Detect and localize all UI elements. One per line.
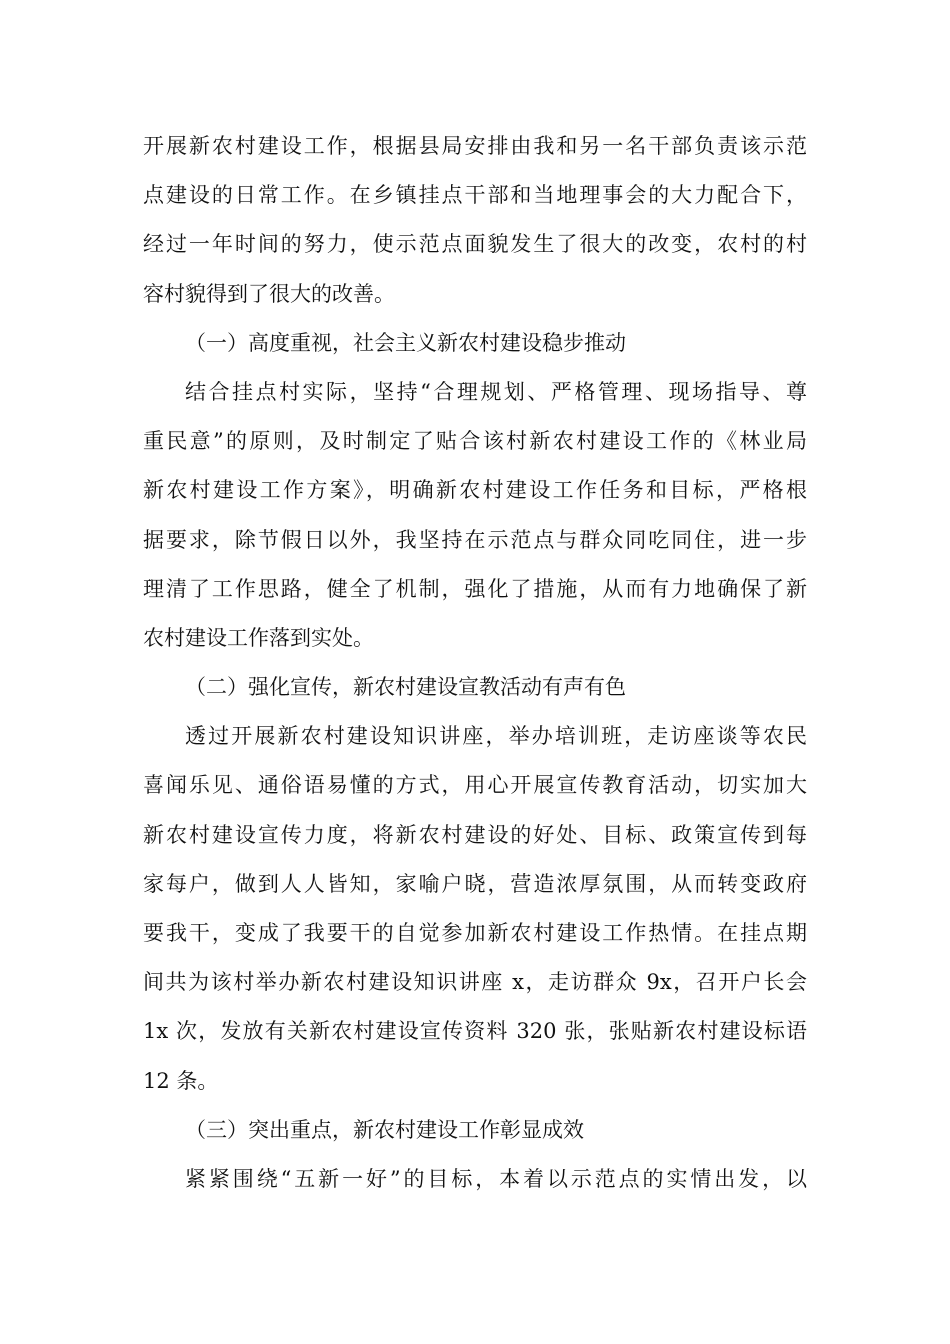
body-line: 开展新农村建设工作，根据县局安排由我和另一名干部负责该示范 (143, 134, 807, 158)
body-line: 经过一年时间的努力，使示范点面貌发生了很大的改变，农村的村 (143, 232, 807, 257)
paragraph-first-line: 透过开展新农村建设知识讲座，举办培训班，走访座谈等农民 (185, 724, 807, 749)
paragraph-first-line: 结合挂点村实际，坚持“合理规划、严格管理、现场指导、尊 (185, 379, 807, 404)
body-line: 1x 次，发放有关新农村建设宣传资料 320 张，张贴新农村建设标语 (143, 1019, 807, 1044)
body-line: 要我干，变成了我要干的自觉参加新农村建设工作热情。在挂点期 (143, 921, 807, 945)
body-line: 农村建设工作落到实处。 (143, 625, 374, 650)
body-line: 据要求，除节假日以外，我坚持在示范点与群众同吃同住，进一步 (143, 527, 807, 552)
body-line: 家每户，做到人人皆知，家喻户晓，营造浓厚氛围，从而转变政府 (143, 871, 807, 896)
paragraph-first-line: 紧紧围绕“五新一好”的目标，本着以示范点的实情出发，以 (185, 1166, 807, 1191)
body-line: 新农村建设宣传力度，将新农村建设的好处、目标、政策宣传到每 (143, 822, 807, 847)
body-line: 点建设的日常工作。在乡镇挂点干部和当地理事会的大力配合下， (143, 183, 807, 208)
body-line: 喜闻乐见、通俗语易懂的方式，用心开展宣传教育活动，切实加大 (143, 773, 807, 798)
body-line: 理清了工作思路，健全了机制，强化了措施，从而有力地确保了新 (143, 576, 807, 601)
section-heading-3: （三）突出重点，新农村建设工作彰显成效 (185, 1117, 584, 1142)
document-body (143, 128, 807, 1210)
body-line: 容村貌得到了很大的改善。 (143, 281, 395, 306)
body-line: 12 条。 (143, 1068, 219, 1093)
section-heading-1: （一）高度重视，社会主义新农村建设稳步推动 (185, 330, 626, 355)
section-heading-2: （二）强化宣传，新农村建设宣教活动有声有色 (185, 675, 626, 700)
body-line: 间共为该村举办新农村建设知识讲座 x，走访群众 9x，召开户长会 (143, 970, 807, 995)
body-line: 新农村建设工作方案》，明确新农村建设工作任务和目标，严格根 (143, 478, 807, 503)
body-line: 重民意”的原则，及时制定了贴合该村新农村建设工作的《林业局 (143, 429, 807, 454)
